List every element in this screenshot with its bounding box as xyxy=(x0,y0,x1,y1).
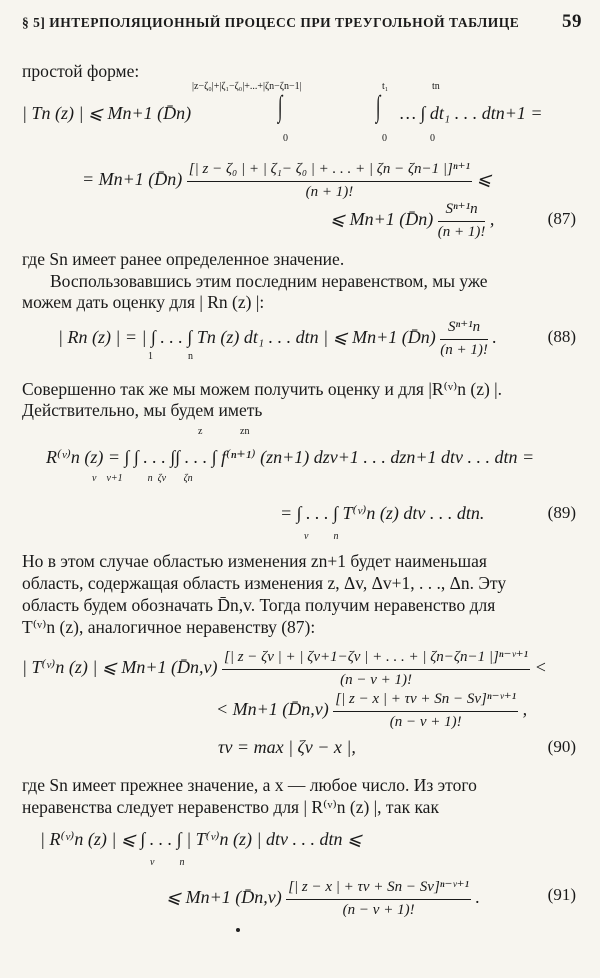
text-line: простой форме: xyxy=(22,61,140,81)
formula-part: . xyxy=(475,887,481,908)
text-line: Воспользовавшись этим последним неравенством, мы уже xyxy=(50,271,488,291)
numerator: [| z − ζ₀ | + | ζ₁− ζ₀ | + . . . + | ζn − ζn−1 |]ⁿ⁺¹ xyxy=(187,160,472,182)
formula-part: | T⁽ᵛ⁾n (z) | ⩽ Mn+1 (D̄n,v) xyxy=(22,657,218,678)
formula-part: < xyxy=(534,657,547,678)
limit-low: 1 xyxy=(148,351,153,362)
upper-limit: |z−ζ₀|+|ζ₁−ζ₀|+...+|ζn−ζn−1| xyxy=(192,81,302,92)
text-line: где Sn имеет ранее определенное значение. xyxy=(22,249,345,269)
numerator: [| z − x | + τv + Sn − Sv]ⁿ⁻ᵛ⁺¹ xyxy=(286,878,471,900)
formula-91b xyxy=(166,878,480,920)
formula-91a: | R⁽ᵛ⁾n (z) | ⩽ ∫ . . . ∫ | T⁽ᵛ⁾n (z) | dtv . . . dtn ⩽ xyxy=(40,829,363,849)
section-title: § 5] ИНТЕРПОЛЯЦИОННЫЙ ПРОЦЕСС ПРИ ТРЕУГОЛЬНОЙ ТАБЛИЦЕ xyxy=(22,15,520,30)
formula-part: | Rn (z) | = | ∫ . . . ∫ Tn (z) dt₁ . . . dtn | ⩽ Mn+1 (D̄n) xyxy=(58,327,436,348)
denominator: (n + 1)! xyxy=(305,183,354,200)
equation-number: (91) xyxy=(547,885,576,904)
text-line: Но в этом случае областью изменения zn+1 будет наименьшая xyxy=(22,551,487,571)
fraction xyxy=(438,200,486,242)
formula-89a: R⁽ᵛ⁾n (z) = ∫ ∫ . . . ∫∫ . . . ∫ f⁽ⁿ⁺¹⁾ (zn+1) dzv+1 . . . dzn+1 dtv . . . dtn = xyxy=(46,447,535,467)
equation-number: (90) xyxy=(547,737,576,756)
equation-number: (89) xyxy=(547,503,576,522)
denominator: (n − v + 1)! xyxy=(340,671,412,688)
text-line: можем дать оценку для | Rn (z) |: xyxy=(22,292,265,312)
denominator: (n − v + 1)! xyxy=(389,713,462,730)
text-line: T⁽ᵛ⁾n (z), аналогичное неравенству (87): xyxy=(22,617,316,637)
limit-low: 0 xyxy=(382,133,387,144)
limit-low: 0 xyxy=(430,133,435,144)
denominator: (n + 1)! xyxy=(440,341,488,358)
equation-number: (87) xyxy=(547,209,576,228)
formula-88 xyxy=(58,318,497,360)
formula-part: ⩽ Mn+1 (D̄n,v) xyxy=(166,887,282,908)
limit-tn: tn xyxy=(432,81,440,92)
numerator: [| z − x | + τv + Sn − Sv]ⁿ⁻ᵛ⁺¹ xyxy=(333,690,518,712)
numerator: [| z − ζv | + | ζv+1−ζv | + . . . + | ζn−ζn−1 |]ⁿ⁻ᵛ⁺¹ xyxy=(222,648,530,670)
numerator: Sⁿ⁺¹n xyxy=(438,200,486,222)
page-number: 59 xyxy=(562,11,582,32)
formula-part: , xyxy=(489,209,495,230)
limit-up: z xyxy=(198,426,203,437)
fraction xyxy=(440,318,488,360)
formula-89b: = ∫ . . . ∫ T⁽ᵛ⁾n (z) dtv . . . dtn. xyxy=(280,503,485,523)
formula-part: ⩽ xyxy=(476,169,492,190)
fraction xyxy=(286,878,471,920)
denominator: (n + 1)! xyxy=(437,223,486,240)
formula-rhs: … ∫ dt₁ . . . dtn+1 = xyxy=(400,103,543,123)
formula-90c: τv = max | ζv − x |, xyxy=(218,737,356,757)
text-line: область, содержащая область изменения z, Δv, Δv+1, . . ., Δn. Эту xyxy=(22,573,507,593)
formula-90a xyxy=(22,648,547,690)
formula-part: < Mn+1 (D̄n,v) xyxy=(216,699,329,720)
fraction xyxy=(222,648,530,690)
formula-87a xyxy=(82,160,492,202)
integral-sign: ∫ xyxy=(277,90,283,123)
limits-row: v n xyxy=(304,531,339,542)
fraction xyxy=(187,160,472,202)
page-dot xyxy=(236,928,240,932)
text-line: область будем обозначать D̄n,v. Тогда получим неравенство для xyxy=(22,595,496,615)
limits-row: v n xyxy=(150,857,185,868)
numerator: Sⁿ⁺¹n xyxy=(440,318,488,340)
formula-part: , xyxy=(522,699,528,720)
text-line: Действительно, мы будем иметь xyxy=(22,400,263,420)
text-line: неравенства следует неравенство для | R⁽ᵛ⁾n (z) |, так как xyxy=(22,797,439,817)
running-header xyxy=(22,11,582,32)
text-line: Совершенно так же мы можем получить оценку и для |R⁽ᵛ⁾n (z) |. xyxy=(22,379,503,399)
formula-lhs: | Tn (z) | ⩽ Mn+1 (D̄n) xyxy=(22,103,192,123)
integral-sign: ∫ xyxy=(375,90,381,123)
limit-t1: t₁ xyxy=(382,81,389,92)
formula-87b xyxy=(330,200,494,242)
fraction xyxy=(333,690,518,732)
limit-up: zn xyxy=(240,426,250,437)
limit-low: n xyxy=(188,351,193,362)
denominator: (n − v + 1)! xyxy=(342,901,415,918)
formula-part: ⩽ Mn+1 (D̄n) xyxy=(330,209,434,230)
formula-part: = Mn+1 (D̄n) xyxy=(82,169,183,190)
text-line: где Sn имеет прежнее значение, а x — любое число. Из этого xyxy=(22,775,477,795)
equation-number: (88) xyxy=(547,327,576,346)
limit-low: 0 xyxy=(283,133,288,144)
formula-90b xyxy=(216,690,527,732)
limits-row: v v+1 n ζv ζn xyxy=(92,473,193,484)
formula-part: . xyxy=(492,327,497,348)
